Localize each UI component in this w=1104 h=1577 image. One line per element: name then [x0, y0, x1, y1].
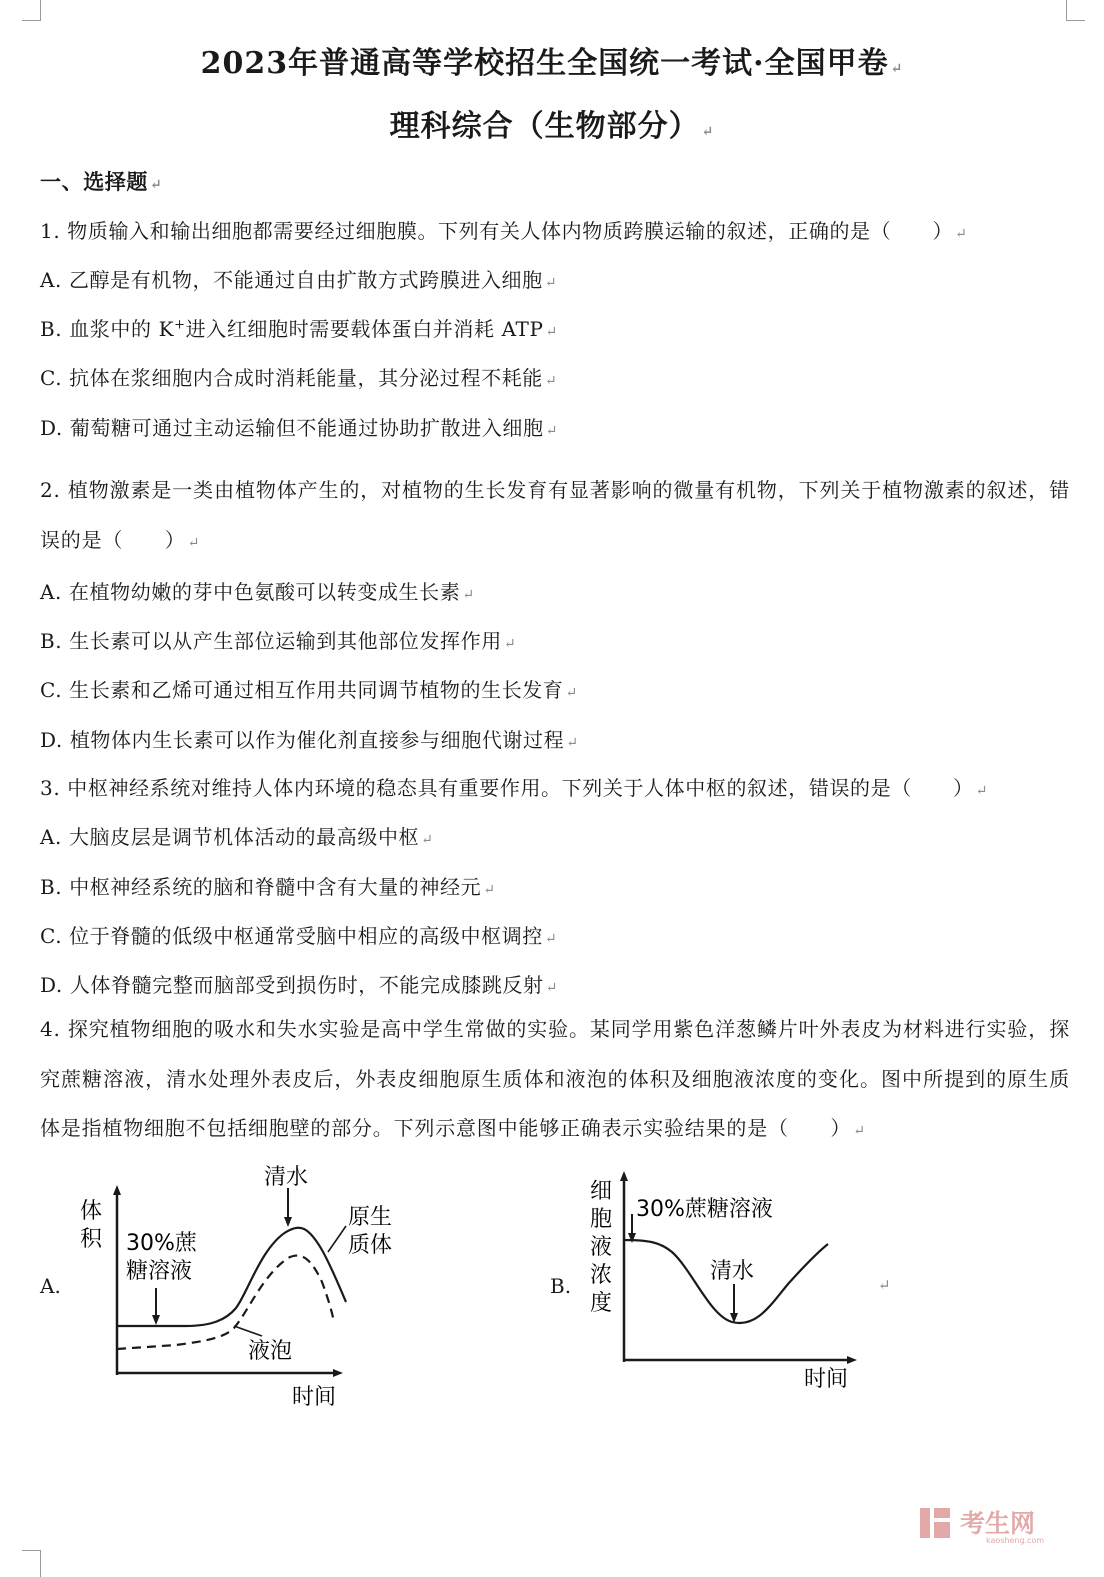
chart-b [586, 1160, 876, 1400]
section-heading: 一、选择题 ↵ [40, 169, 163, 194]
question-4-option-a-label: A. [40, 1274, 61, 1298]
question-3-option-b: B. 中枢神经系统的脑和脊髓中含有大量的神经元 ↵ [40, 875, 496, 899]
exam-title: 2023年普通高等学校招生全国统一考试·全国甲卷 ↵ [200, 46, 904, 81]
chart-a-annotation: 原生 [348, 1205, 393, 1230]
chart-b-xlabel: 时间 [804, 1367, 849, 1392]
chart-b-ylabel: 细 [590, 1179, 613, 1204]
chart-a-annotation: 质体 [348, 1233, 393, 1258]
chart-b-ylabel: 液 [590, 1235, 613, 1260]
chart-b-annotation: 清水 [710, 1259, 755, 1284]
exam-subtitle: 理科综合（生物部分） ↵ [389, 109, 715, 144]
question-3-option-d: D. 人体脊髓完整而脑部受到损伤时，不能完成膝跳反射 ↵ [40, 973, 558, 997]
question-1-stem: 1. 物质输入和输出细胞都需要经过细胞膜。下列有关人体内物质跨膜运输的叙述，正确的是（ ） ↵ [40, 219, 968, 243]
question-2-option-a: A. 在植物幼嫩的芽中色氨酸可以转变成生长素 ↵ [40, 580, 475, 604]
question-1-option-c: C. 抗体在浆细胞内合成时消耗能量，其分泌过程不耗能 ↵ [40, 366, 558, 390]
watermark-logo-icon [918, 1504, 1078, 1544]
watermark-url: kaosheng.com [986, 1536, 1045, 1545]
chart-a-ylabel: 体 [80, 1199, 103, 1224]
chart-b-ylabel: 胞 [590, 1207, 613, 1232]
chart-a-annotation: 糖溶液 [126, 1259, 193, 1284]
page-corner-mark [1066, 0, 1085, 21]
question-1-option-b: B. 血浆中的 K+进入红细胞时需要载体蛋白并消耗 ATP ↵ [40, 317, 558, 341]
page-corner-mark [22, 1550, 41, 1577]
question-2-option-c: C. 生长素和乙烯可通过相互作用共同调节植物的生长发育 ↵ [40, 678, 578, 702]
question-4-stem: 4. 探究植物细胞的吸水和失水实验是高中学生常做的实验。某同学用紫色洋葱鳞片叶外表皮为材料进行实验，探究蔗糖溶液，清水处理外表皮后，外表皮细胞原生质体和液泡的体积及细胞液浓度的变化。图中所提到的原生质体是指植物细胞不包括细胞壁的部分。下列示意图中能够正确表示实验结果的是（ ） ↵ [40, 1017, 1070, 1140]
question-2-option-d: D. 植物体内生长素可以作为催化剂直接参与细胞代谢过程 ↵ [40, 728, 579, 752]
chart-a-annotation: 30%蔗 [126, 1231, 197, 1256]
question-3-option-a: A. 大脑皮层是调节机体活动的最高级中枢 ↵ [40, 825, 434, 849]
question-1-option-d: D. 葡萄糖可通过主动运输但不能通过协助扩散进入细胞 ↵ [40, 416, 558, 440]
chart-b-ylabel: 浓 [590, 1263, 613, 1288]
question-2-stem: 2. 植物激素是一类由植物体产生的，对植物的生长发育有显著影响的微量有机物，下列关于植物激素的叙述，错误的是（ ） ↵ [40, 478, 1070, 552]
chart-a-annotation: 液泡 [248, 1339, 293, 1364]
question-3-option-c: C. 位于脊髓的低级中枢通常受脑中相应的高级中枢调控 ↵ [40, 924, 558, 948]
watermark-text: 考生网 [960, 1509, 1036, 1538]
chart-b-ylabel: 度 [590, 1291, 613, 1316]
chart-a-leader-protoplast [328, 1226, 346, 1252]
chart-b-annotation: 30%蔗糖溶液 [636, 1197, 773, 1222]
chart-a [76, 1160, 393, 1410]
question-1-option-a: A. 乙醇是有机物，不能通过自由扩散方式跨膜进入细胞 ↵ [40, 268, 558, 292]
chart-a-ylabel: 积 [80, 1227, 103, 1252]
watermark [918, 1504, 1078, 1544]
paragraph-mark: ↵ [878, 1276, 891, 1294]
chart-a-xlabel: 时间 [292, 1385, 337, 1410]
question-2-option-b: B. 生长素可以从产生部位运输到其他部位发挥作用 ↵ [40, 629, 517, 653]
chart-a-annotation: 清水 [264, 1165, 309, 1190]
question-3-stem: 3. 中枢神经系统对维持人体内环境的稳态具有重要作用。下列关于人体中枢的叙述，错误的是（ ） ↵ [40, 776, 988, 800]
page-corner-mark [22, 0, 41, 21]
question-4-option-b-label: B. [550, 1274, 572, 1298]
chart-a-leader-vacuole [234, 1326, 262, 1336]
